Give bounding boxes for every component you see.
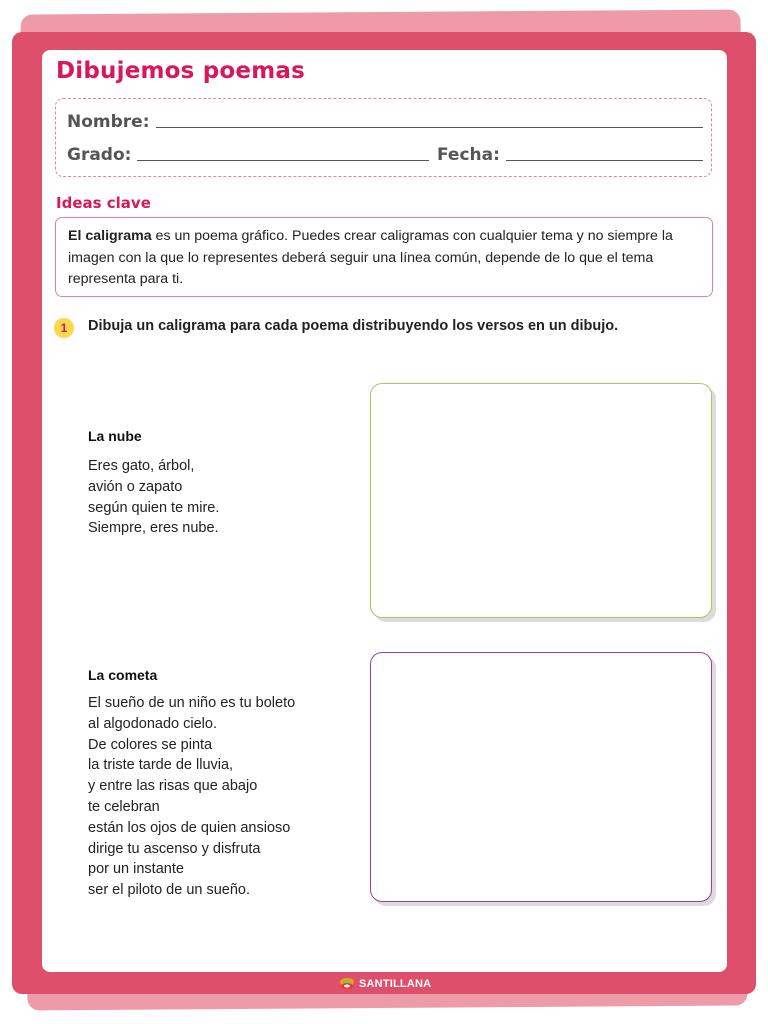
date-row	[437, 145, 703, 165]
poem-line: al algodonado cielo.	[88, 715, 217, 732]
date-field[interactable]	[506, 159, 703, 161]
name-label: Nombre:	[67, 112, 150, 132]
santillana-emblem-icon	[338, 976, 356, 992]
poem-title: La nube	[88, 428, 142, 444]
poem-line: Eres gato, árbol,	[88, 458, 195, 474]
poem-lines	[88, 456, 219, 539]
poem-line: según quien te mire.	[88, 499, 220, 516]
poem-line: De colores se pinta	[88, 736, 213, 753]
drawing-area-cometa[interactable]	[370, 652, 712, 902]
brand-name: SANTILLANA	[359, 978, 432, 990]
publisher-logo	[338, 976, 431, 992]
page-title: Dibujemos poemas	[56, 58, 306, 84]
grade-label: Grado:	[67, 145, 132, 165]
date-label: Fecha:	[437, 145, 500, 165]
poem-title: La cometa	[88, 667, 158, 683]
ideas-text: es un poema gráfico. Puedes crear caligramas con cualquier tema y no siempre la imagen con la que lo representes deberá seguir una línea común, depende de lo que el tema representa para ti.	[68, 228, 673, 287]
activity-instruction: Dibuja un caligrama para cada poema distribuyendo los versos en un dibujo.	[88, 318, 619, 334]
drawing-area-nube[interactable]	[370, 383, 712, 618]
poem-line: El sueño de un niño es tu boleto	[88, 695, 296, 711]
name-field[interactable]	[156, 126, 703, 128]
poem-line: ser el piloto de un sueño.	[88, 882, 251, 899]
ideas-term: El caligrama	[68, 228, 152, 244]
step-number-badge: 1	[54, 318, 74, 338]
ideas-box	[55, 217, 713, 297]
student-info-box	[55, 98, 712, 177]
ideas-heading: Ideas clave	[56, 194, 151, 212]
name-row	[67, 112, 703, 132]
poem-line: dirige tu ascenso y disfruta	[88, 840, 261, 857]
poem-lines	[88, 693, 295, 901]
grade-field[interactable]	[137, 159, 429, 161]
poem-line: te celebran	[88, 798, 160, 815]
poem-line: por un instante	[88, 861, 184, 878]
poem-line: y entre las risas que abajo	[88, 778, 258, 795]
grade-row	[67, 145, 429, 165]
poem-line: Siempre, eres nube.	[88, 520, 219, 537]
poem-line: están los ojos de quien ansioso	[88, 819, 291, 836]
poem-line: avión o zapato	[88, 478, 183, 495]
poem-line: la triste tarde de lluvia,	[88, 757, 234, 774]
